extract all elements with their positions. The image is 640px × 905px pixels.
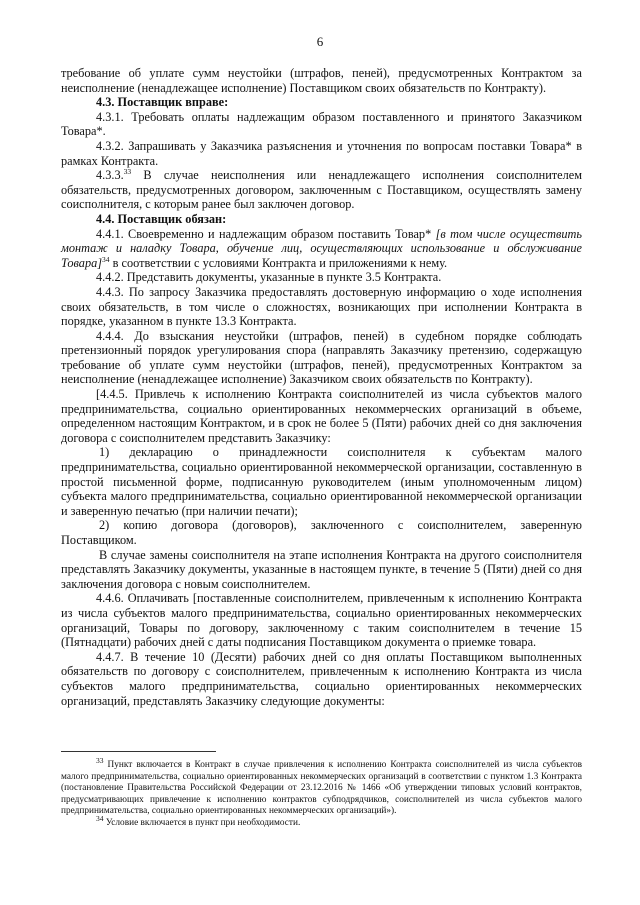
- clause-4-4-5: [4.4.5. Привлечь к исполнению Контракта соисполнителей из числа субъектов малого предпринимательства, социально ориентированных некоммерческих организаций в объеме, определенном настоящим Контрактом, и в срок не более 5 (Пяти) рабочих дней со дня заключения договора с соисполнителем представить Заказчику:: [61, 387, 582, 445]
- footnote-34-text: Условие включается в пункт при необходимости.: [103, 817, 301, 828]
- section-heading-4-3: 4.3. Поставщик вправе:: [96, 95, 229, 110]
- footnote-ref-33[interactable]: 33: [123, 167, 132, 177]
- clause-4-4-4: 4.4.4. До взыскания неустойки (штрафов, пеней) в судебном порядке соблюдать претензионный порядок урегулирования спора (направлять Заказчику претензию, содержащую требование об уплате сумм неустойки (штрафов, пеней), предусмотренных Контрактом за неисполнение (ненадлежащее исполнение) Заказчиком своих обязательств по Контракту).: [61, 328, 582, 387]
- footnotes: [61, 751, 582, 830]
- clause-4-3-1: 4.3.1. Требовать оплаты надлежащим образом поставленного и принятого Заказчиком Товара*.: [61, 109, 582, 139]
- clause-4-3-3-number: 4.3.3.: [96, 168, 124, 183]
- section-heading-4-4: 4.4. Поставщик обязан:: [96, 211, 227, 226]
- clause-4-4-1: [61, 227, 582, 271]
- clause-4-4-5-replacement: В случае замены соисполнителя на этапе исполнения Контракта на другого соисполнителя представлять Заказчику документы, указанные в настоящем пункте, в течение 5 (Пяти) дней со дня заключения договора с новым соисполнителем.: [61, 547, 582, 591]
- footnote-34-mark: 34: [96, 813, 104, 823]
- paragraph-continuation: требование об уплате сумм неустойки (штрафов, пеней), предусмотренных Контрактом за неисполнение (ненадлежащее исполнение) Поставщиком своих обязательств по Контракту).: [61, 66, 582, 95]
- footnote-33: [61, 755, 582, 818]
- clause-4-4-3: 4.4.3. По запросу Заказчика предоставлять достоверную информацию о ходе исполнения своих обязательств, в том числе о сложностях, возникающих при исполнении Контракта в порядке, указанном в пункте 13.3 Контракта.: [61, 284, 582, 329]
- clause-4-4-1-text-end: в соответствии с условиями Контракта и приложениями к нему.: [109, 255, 448, 270]
- clause-4-4-7: 4.4.7. В течение 10 (Десяти) рабочих дней со дня оплаты Поставщиком выполненных обязательств по договору с соисполнителем, привлеченным к исполнению Контракта из числа субъектов малого предпринимательства, социально ориентированных некоммерческих организаций, представлять Заказчику следующие документы:: [61, 649, 582, 708]
- footnote-34: [61, 813, 582, 830]
- clause-4-4-5-item-1: 1) декларацию о принадлежности соисполнителя к субъектам малого предпринимательства, социально ориентированной некоммерческой организации, составленную в простой письменной форме, подписанную руководителем (иным уполномоченным лицом) субъекта малого предпринимательства, социально ориентированной некоммерческой организации и заверенную печатью (при наличии печати);: [61, 445, 582, 518]
- footnote-divider: [61, 751, 216, 752]
- page-number: 6: [316, 34, 324, 49]
- clause-4-4-5-item-2: 2) копию договора (договоров), заключенного с соисполнителем, заверенную Поставщиком.: [61, 518, 582, 547]
- clause-4-3-3: [61, 168, 582, 212]
- footnote-ref-34[interactable]: 34: [102, 254, 110, 264]
- clause-4-4-1-optional-text: [в том числе осуществить монтаж и наладку Товара, обучение лиц, осуществляющих использование и обслуживание Товара]: [61, 226, 582, 270]
- footnote-33-text: Пункт включается в Контракт в случае привлечения к исполнению Контракта соисполнителей из числа субъектов малого предпринимательства, социально ориентированных некоммерческих организаций в соответствии с пунктом 1.3 Контракта (постановление Правительства Российской Федерации от 23.12.2016 № 1466 «Об утверждении типовых условий контрактов, предусматривающих привлечение к исполнению контрактов субподрядчиков, соисполнителей из числа субъектов малого предпринимательства, социально ориентированных некоммерческих организаций»).: [61, 760, 582, 817]
- document-body: [61, 66, 582, 708]
- clause-4-4-6: 4.4.6. Оплачивать [поставленные соисполнителем, привлеченным к исполнению Контракта из числа субъектов малого предпринимательства, социально ориентированных некоммерческих организаций, Товары по договору, заключенному с таким соисполнителем в течение 15 (Пятнадцати) рабочих дней с даты подписания Поставщиком документа о приемке товара.: [61, 591, 582, 650]
- clause-4-4-1-text-start: 4.4.1. Своевременно и надлежащим образом поставить Товар*: [96, 226, 436, 241]
- clause-4-3-3-text: В случае неисполнения или ненадлежащего исполнения соисполнителем обязательств, предусмотренных договором, заключенным с Поставщиком, осуществлять замену соисполнителя, с которым ранее был заключен договор.: [61, 168, 582, 212]
- clause-4-4-2: 4.4.2. Представить документы, указанные в пункте 3.5 Контракта.: [96, 270, 442, 285]
- clause-4-3-2: 4.3.2. Запрашивать у Заказчика разъяснения и уточнения по вопросам поставки Товара* в рамках Контракта.: [61, 138, 582, 168]
- footnote-33-mark: 33: [96, 755, 104, 765]
